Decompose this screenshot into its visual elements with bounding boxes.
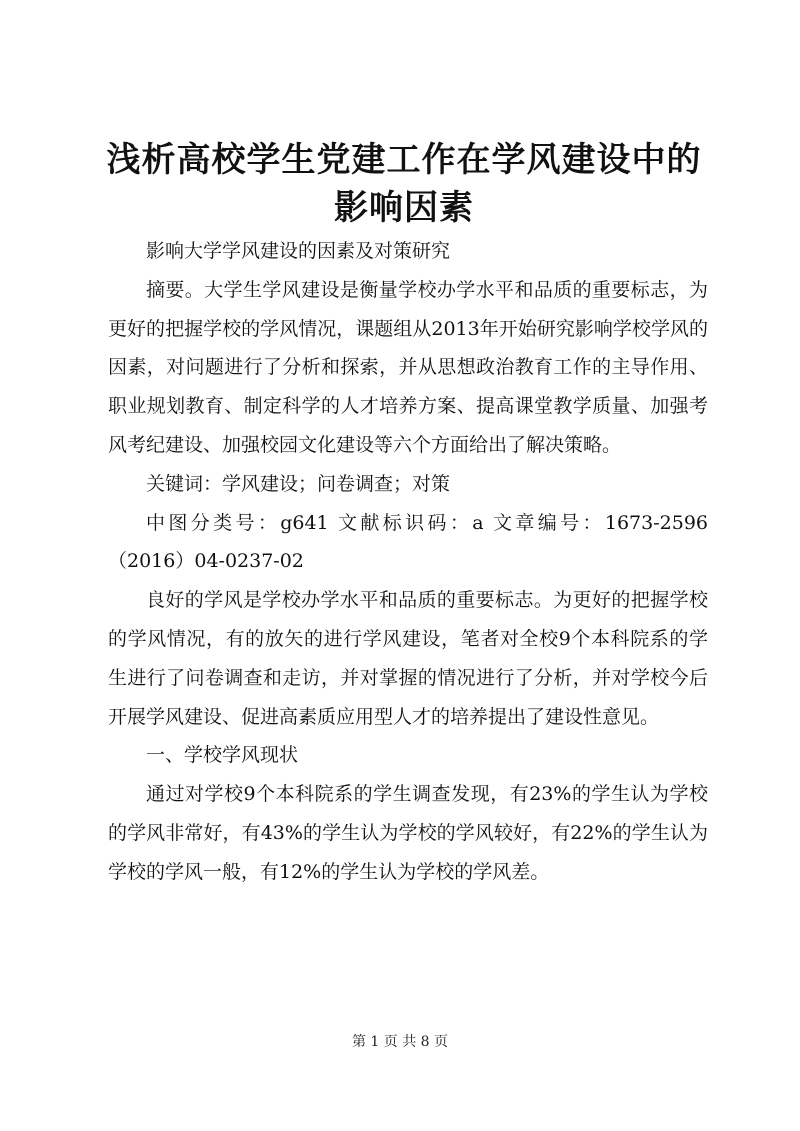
section-heading: 一、学校学风现状 [146, 744, 299, 767]
page-footer: 第 1 页 共 8 页 [351, 1034, 449, 1050]
abstract-paragraph: 摘要。大学生学风建设是衡量学校办学水平和品质的重要标志，为更好的把握学校的学风情况，课题组从2013年开始研究影响学校学风的因素，对问题进行了分析和探索，并从思想政治教育工作的主导作用、职业规划教育、制定科学的人才培养方案、提高课堂教学质量、加强考风考纪建设、加强校园文化建设等六个方面给出了解决策略。 [108, 278, 708, 456]
classification-paragraph: 中图分类号：g641 文献标识码：a 文章编号：1673-2596（2016）04-0237-02 [108, 511, 708, 573]
survey-paragraph: 通过对学校9个本科院系的学生调查发现，有23%的学生认为学校的学风非常好，有43%的学生认为学校的学风较好，有22%的学生认为学校的学风一般，有12%的学生认为学校的学风差。 [108, 783, 708, 883]
intro-paragraph: 良好的学风是学校办学水平和品质的重要标志。为更好的把握学校的学风情况，有的放矢的进行学风建设，笔者对全校9个本科院系的学生进行了问卷调查和走访，并对掌握的情况进行了分析，并对学校今后开展学风建设、促进高素质应用型人才的培养提出了建设性意见。 [108, 589, 708, 728]
document-title: 浅析高校学生党建工作在学风建设中的影响因素 [106, 140, 702, 228]
subtitle-paragraph: 影响大学学风建设的因素及对策研究 [146, 240, 451, 262]
keywords-paragraph: 关键词：学风建设；问卷调查；对策 [146, 472, 451, 495]
document-body [108, 232, 708, 892]
